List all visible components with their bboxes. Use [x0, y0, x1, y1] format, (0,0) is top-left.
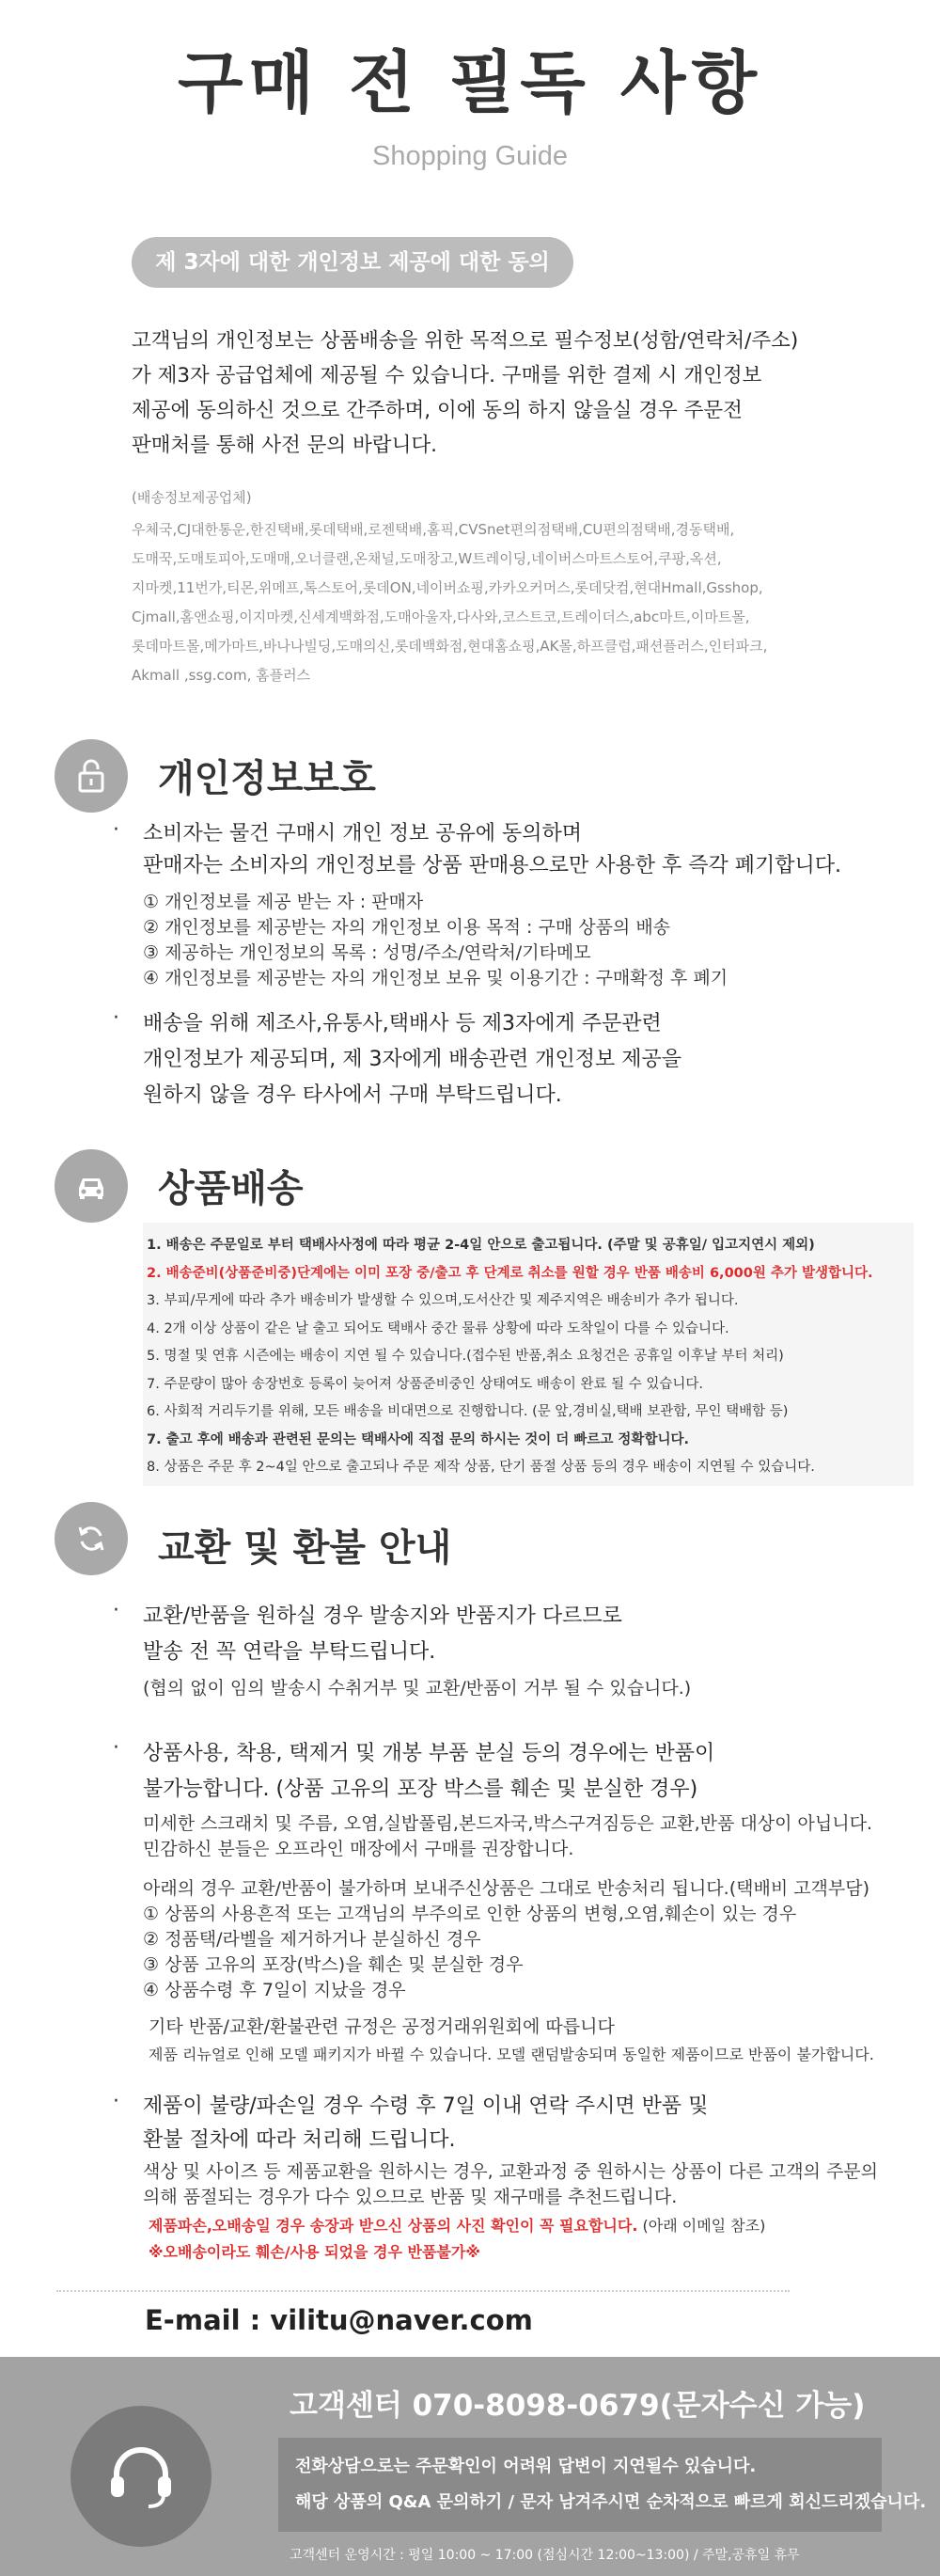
- privacy-bullet-2: [143, 1006, 857, 1114]
- privacy-item: ③ 제공하는 개인정보의 목록 : 성명/주소/연락처/기타메모: [143, 942, 591, 963]
- privacy-item: ① 개인정보를 제공 받는 자 : 판매자: [143, 892, 424, 912]
- exchange-bullet-2: [143, 1736, 857, 1808]
- customer-center-title: 고객센터 070-8098-0679(문자수신 가능): [290, 2389, 866, 2423]
- exchange-refuse-item: ② 정품택/라벨을 제거하거나 분실하신 경우: [143, 1929, 481, 1950]
- bullet-dot: ·: [113, 1006, 119, 1030]
- bullet-dot: ·: [113, 1736, 119, 1760]
- car-icon: [55, 1149, 128, 1223]
- exchange-package-note: 제품 리뉴얼로 인해 모델 패키지가 바뀔 수 있습니다. 모델 랜덤발송되며 동일한 제품이므로 반품이 불가합니다.: [149, 2046, 874, 2063]
- page-title: 구매 전 필독 사항: [177, 43, 763, 122]
- consent-text: [132, 324, 827, 463]
- exchange-detail: [143, 1811, 904, 1862]
- carriers-line: 롯데마트몰,메가마트,바나나빌딩,도매의신,롯데백화점,현대홈쇼핑,AK몰,하프클럽,패션플러스,인터파크,: [132, 638, 768, 655]
- exchange-b3-line: 의해 품절되는 경우가 다수 있으므로 반품 및 재구매를 추천드립니다.: [143, 2187, 678, 2207]
- exchange-bullet-3: [143, 2090, 857, 2157]
- photo-required-note: 제품파손,오배송일 경우 송장과 받으신 상품의 사진 확인이 꼭 필요합니다.: [149, 2217, 638, 2235]
- carriers-line: Cjmall,홈앤쇼핑,이지마켓,신세계백화점,도매아울자,다사와,코스트코,트레이더스,abc마트,이마트몰,: [132, 608, 750, 625]
- exchange-line: 제품이 불량/파손일 경우 수령 후 7일 이내 연락 주시면 반품 및: [143, 2094, 709, 2118]
- shipping-line: 5. 명절 및 연휴 시즌에는 배송이 지연 될 수 있습니다.(접수된 반품,취소 요청건은 공휴일 이후날 부터 처리): [147, 1349, 784, 1364]
- divider: [56, 2290, 790, 2292]
- notice-line: 해당 상품의 Q&A 문의하기 / 문자 남겨주시면 순차적으로 빠르게 회신드리겠습니다.: [295, 2492, 927, 2512]
- bullet-dot: ·: [113, 818, 119, 842]
- headset-icon: [70, 2406, 212, 2547]
- shipping-line: 3. 부피/무게에 따라 추가 배송비가 발생할 수 있으며,도서산간 및 제주지역은 배송비가 추가 됩니다.: [147, 1293, 739, 1308]
- exchange-refuse-list: [143, 1876, 904, 2003]
- privacy-item: ② 개인정보를 제공받는 자의 개인정보 이용 목적 : 구매 상품의 배송: [143, 917, 671, 938]
- operating-hours: 고객센터 운영시간 : 평일 10:00 ~ 17:00 (점심시간 12:00~13:00) / 주말,공휴일 휴무: [290, 2548, 800, 2563]
- carriers-line: 도매꾹,도매토피아,도매매,오너클랜,온채널,도매창고,W트레이딩,네이버스마트스토어,쿠팡,옥션,: [132, 550, 722, 567]
- wrong-delivery-warning: ※오배송이라도 훼손/사용 되었을 경우 반품불가※: [149, 2243, 480, 2261]
- exchange-line: 불가능합니다. (상품 고유의 포장 박스를 훼손 및 분실한 경우): [143, 1778, 698, 1801]
- bullet-dot: ·: [113, 2090, 119, 2113]
- carriers-line: Akmall ,ssg.com, 홈플러스: [132, 667, 311, 684]
- shipping-info-box: [143, 1223, 914, 1486]
- exchange-detail-line: 민감하신 분들은 오프라인 매장에서 구매를 권장합니다.: [143, 1839, 574, 1859]
- lock-icon: [55, 739, 128, 813]
- exchange-b3-detail: [143, 2159, 904, 2210]
- consent-line: 판매처를 통해 사전 문의 바랍니다.: [132, 434, 437, 457]
- shipping-title: 상품배송: [158, 1167, 304, 1210]
- privacy-bullet-1: [143, 818, 857, 882]
- privacy-items: [143, 890, 728, 991]
- consent-line: 제공에 동의하신 것으로 간주하며, 이에 동의 하지 않을실 경우 주문전: [132, 399, 743, 422]
- page-subtitle: Shopping Guide: [372, 141, 568, 171]
- exchange-title: 교환 및 환불 안내: [158, 1526, 452, 1570]
- carriers-list: [132, 515, 818, 690]
- exchange-detail-line: 미세한 스크래치 및 주름, 오염,실밥풀림,본드자국,박스구겨짐등은 교환,반품 대상이 아닙니다.: [143, 1813, 872, 1834]
- carriers-line: 지마켓,11번가,티몬,위메프,톡스토어,롯데ON,네이버쇼핑,카카오커머스,롯데닷컴,현대Hmall,Gsshop,: [132, 579, 763, 596]
- bullet-dot: ·: [113, 1599, 119, 1622]
- customer-center-notice: [278, 2438, 927, 2532]
- exchange-rule: 기타 반품/교환/환불관련 규정은 공정거래위원회에 따릅니다: [149, 2016, 615, 2037]
- consent-badge: 제 3자에 대한 개인정보 제공에 대한 동의: [132, 237, 573, 288]
- exchange-refuse-item: ③ 상품 고유의 포장(박스)을 훼손 및 분실한 경우: [143, 1954, 524, 1975]
- exchange-b3-line: 색상 및 사이즈 등 제품교환을 원하시는 경우, 교환과정 중 원하시는 상품이 다른 고객의 주문의: [143, 2161, 879, 2182]
- privacy-bullet-line: 판매자는 소비자의 개인정보를 상품 판매용으로만 사용한 후 즉각 폐기합니다.: [143, 854, 842, 877]
- shipping-line: 1. 배송은 주문일로 부터 택배사사정에 따라 평균 2-4일 안으로 출고됩니다. (주말 및 공휴일/ 입고지연시 제외): [147, 1238, 815, 1253]
- exchange-line: 발송 전 꼭 연락을 부탁드립니다.: [143, 1640, 436, 1664]
- notice-line: 전화상담으로는 주문확인이 어려워 답변이 지연될수 있습니다.: [295, 2457, 757, 2476]
- privacy-bullet-line: 배송을 위해 제조사,유통사,택배사 등 제3자에게 주문관련: [143, 1012, 662, 1035]
- exchange-line: 교환/반품을 원하실 경우 발송지와 반품지가 다르므로: [143, 1604, 622, 1628]
- exchange-refuse-item: ① 상품의 사용흔적 또는 고객님의 부주의로 인한 상품의 변형,오염,훼손이 있는 경우: [143, 1904, 797, 1924]
- email-reference: (아래 이메일 참조): [637, 2217, 766, 2235]
- privacy-title: 개인정보보호: [158, 757, 376, 800]
- privacy-item: ④ 개인정보를 제공받는 자의 개인정보 보유 및 이용기간 : 구매확정 후 폐기: [143, 968, 728, 988]
- exchange-bullet-1: [143, 1599, 857, 1670]
- shipping-line: 2. 배송준비(상품준비중)단계에는 이미 포장 중/출고 후 단계로 취소를 원할 경우 반품 배송비 6,000원 추가 발생합니다.: [147, 1265, 873, 1281]
- privacy-bullet-line: 개인정보가 제공되며, 제 3자에게 배송관련 개인정보 제공을: [143, 1048, 682, 1071]
- exchange-refuse-item: 아래의 경우 교환/반품이 불가하며 보내주신상품은 그대로 반송처리 됩니다.(택배비 고객부담): [143, 1878, 870, 1899]
- carriers-heading: (배송정보제공업체): [132, 489, 252, 506]
- shipping-line: 7. 주문량이 많아 송장번호 등록이 늦어져 상품준비중인 상태여도 배송이 완료 될 수 있습니다.: [147, 1376, 704, 1392]
- shipping-line: 8. 상품은 주문 후 2~4일 안으로 출고되나 주문 제작 상품, 단기 품절 상품 등의 경우 배송이 지연될 수 있습니다.: [147, 1460, 815, 1475]
- privacy-bullet-line: 원하지 않을 경우 타사에서 구매 부탁드립니다.: [143, 1083, 562, 1107]
- shipping-line: 7. 출고 후에 배송과 관련된 문의는 택배사에 직접 문의 하시는 것이 더 빠르고 정확합니다.: [147, 1431, 689, 1447]
- exchange-photo-note: [149, 2214, 910, 2238]
- refresh-icon: [55, 1502, 128, 1575]
- shipping-line: 6. 사회적 거리두기를 위해, 모든 배송을 비대면으로 진행합니다. (문 앞,경비실,택배 보관함, 무인 택배함 등): [147, 1404, 789, 1419]
- consent-line: 고객님의 개인정보는 상품배송을 위한 목적으로 필수정보(성함/연락처/주소): [132, 329, 799, 353]
- exchange-note: (협의 없이 임의 발송시 수취거부 및 교환/반품이 거부 될 수 있습니다.): [143, 1678, 692, 1699]
- shipping-line: 4. 2개 이상 상품이 같은 날 출고 되어도 택배사 중간 물류 상황에 따라 도착일이 다를 수 있습니다.: [147, 1320, 729, 1336]
- exchange-line: 상품사용, 착용, 택제거 및 개봉 부품 분실 등의 경우에는 반품이: [143, 1742, 715, 1765]
- exchange-refuse-item: ④ 상품수령 후 7일이 지났을 경우: [143, 1980, 406, 2000]
- consent-line: 가 제3자 공급업체에 제공될 수 있습니다. 구매를 위한 결제 시 개인정보: [132, 364, 762, 387]
- carriers-line: 우체국,CJ대한통운,한진택배,롯데택배,로젠택배,홈픽,CVSnet편의점택배,CU편의점택배,경동택배,: [132, 521, 735, 538]
- privacy-bullet-line: 소비자는 물건 구매시 개인 정보 공유에 동의하며: [143, 822, 583, 845]
- exchange-line: 환불 절차에 따라 처리해 드립니다.: [143, 2128, 456, 2152]
- customer-center-footer: [0, 2357, 940, 2576]
- contact-email[interactable]: E-mail : vilitu@naver.com: [145, 2304, 533, 2336]
